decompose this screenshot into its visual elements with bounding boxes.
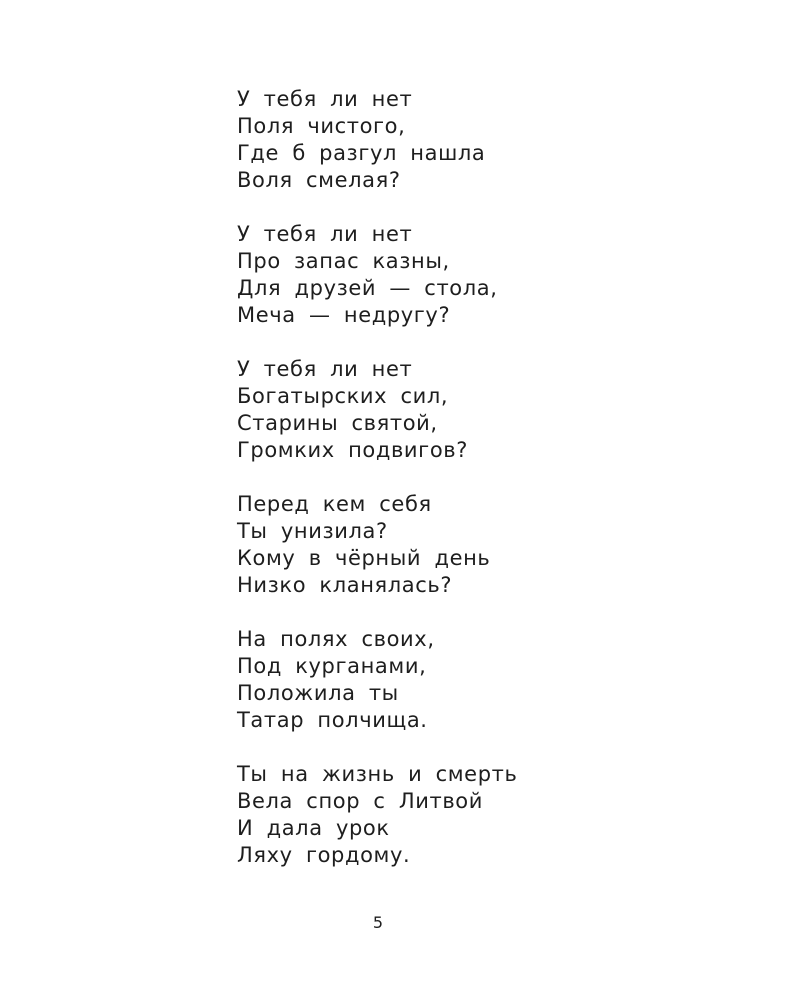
poem-line: Кому в чёрный день (237, 546, 491, 570)
poem-line: Громких подвигов? (237, 438, 468, 462)
poem-line: Где б разгул нашла (237, 141, 486, 165)
poem-line: Ляху гордому. (237, 843, 411, 867)
page-number: 5 (372, 913, 384, 932)
poem-line: Меча — недругу? (237, 303, 451, 327)
poem-line: Татар полчища. (237, 708, 428, 732)
poem-line: Положила ты (237, 681, 399, 705)
poem-line: На полях своих, (237, 627, 435, 651)
poem-line: Старины святой, (237, 411, 438, 435)
poem-line: Вела спор с Литвой (237, 789, 483, 813)
poem-line: Под курганами, (237, 654, 427, 678)
poem-line: Низко кланялась? (237, 573, 453, 597)
poem-line: И дала урок (237, 816, 390, 840)
stanza-1 (237, 86, 757, 194)
stanza-5 (237, 626, 757, 734)
poem-line: Ты унизила? (237, 519, 388, 543)
poem-line: Богатырских сил, (237, 384, 449, 408)
poem-line: У тебя ли нет (237, 222, 413, 246)
poem-line: Про запас казны, (237, 249, 450, 273)
poem-line: Для друзей — стола, (237, 276, 498, 300)
poem-text (237, 86, 757, 896)
poem-line: Поля чистого, (237, 114, 406, 138)
poem-line: Перед кем себя (237, 492, 432, 516)
stanza-6 (237, 761, 757, 869)
poem-line: Ты на жизнь и смерть (237, 762, 518, 786)
stanza-3 (237, 356, 757, 464)
stanza-4 (237, 491, 757, 599)
poem-line: У тебя ли нет (237, 87, 413, 111)
poem-line: У тебя ли нет (237, 357, 413, 381)
stanza-2 (237, 221, 757, 329)
poem-line: Воля смелая? (237, 168, 401, 192)
